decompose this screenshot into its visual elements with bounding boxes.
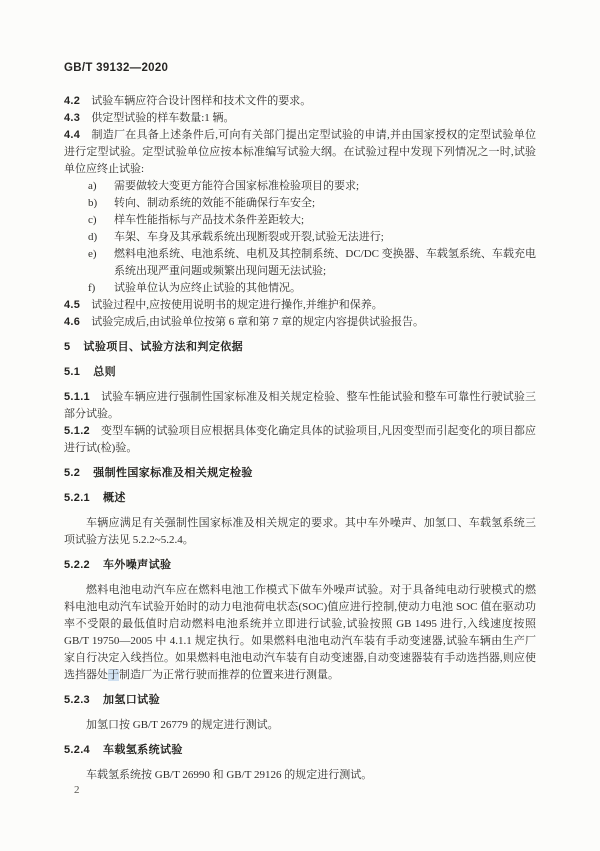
clause-4-6 <box>64 314 536 331</box>
list-item-text: 燃料电池系统、电池系统、电机及其控制系统、DC/DC 变换器、车载氢系统、车载充电系统出现严重问题或频繁出现问题无法试验; <box>114 248 536 277</box>
clause-number: 5.1.2 <box>64 425 90 437</box>
list-item-text: 试验单位认为应终止试验的其他情况。 <box>114 282 301 294</box>
clause-number: 4.4 <box>64 129 81 141</box>
clause-4-4 <box>64 127 536 178</box>
list-item-a <box>64 178 536 195</box>
list-item-label: e) <box>88 248 97 260</box>
heading-number: 5.2.1 <box>64 492 90 504</box>
clause-text: 试验车辆应符合设计图样和技术文件的要求。 <box>91 95 312 107</box>
list-item-text: 样车性能指标与产品技术条件差距较大; <box>114 214 305 226</box>
heading-title: 概述 <box>102 492 126 504</box>
clause-text: 供定型试验的样车数量:1 辆。 <box>91 112 235 124</box>
list-item-label: d) <box>88 231 98 243</box>
list-item-label: f) <box>88 282 96 294</box>
clause-4-5 <box>64 297 536 314</box>
heading-number: 5.2.2 <box>64 559 90 571</box>
clause-number: 4.5 <box>64 299 81 311</box>
list-item-text: 车架、车身及其承载系统出现断裂或开裂,试验无法进行; <box>114 231 384 243</box>
heading-title: 车外噪声试验 <box>102 559 172 571</box>
list-item-f <box>64 280 536 297</box>
section-5-2-4-heading <box>64 742 536 759</box>
heading-title: 总则 <box>93 366 117 378</box>
section-5-2-4-paragraph: 车载氢系统按 GB/T 26990 和 GB/T 29126 的规定进行测试。 <box>86 769 373 781</box>
section-5-2-1-heading <box>64 490 536 507</box>
clause-text: 制造厂在具备上述条件后,可向有关部门提出定型试验的申请,并由国家授权的定型试验单位进行定型试验。定型试验单位应按本标准编写试验大纲。在试验过程中发现下列情况之一时,试验单位应终止试验: <box>64 129 536 175</box>
heading-title: 试验项目、试验方法和判定依据 <box>83 341 244 353</box>
section-5-2-3-paragraph: 加氢口按 GB/T 26779 的规定进行测试。 <box>86 719 279 731</box>
list-item-c <box>64 212 536 229</box>
clause-5-1-2 <box>64 423 536 457</box>
clause-text: 试验过程中,应按使用说明书的规定进行操作,并维护和保养。 <box>91 299 383 311</box>
paragraph-text: 燃料电池电动汽车应在燃料电池工作模式下做车外噪声试验。对于具备纯电动行驶模式的燃料电池电动汽车试验开始时的动力电池荷电状态(SOC)值应进行控制,使动力电池 SOC 值在驱动功率不受限的最低值时启动燃料电池系统并立即进行试验,试验按照 GB 1495 进行,入线速度按照 GB/T 19750—2005 中 4.1.1 规定执行。如果燃料电池电动汽车装有手动变速器,试验车辆由生产厂家自行决定入线挡位。如果燃料电池电动汽车装有自动变速器,自动变速器装有手动选挡器,则应使选挡器处 <box>64 584 536 681</box>
clause-4-3 <box>64 110 536 127</box>
heading-number: 5.1 <box>64 366 81 378</box>
heading-title: 车载氢系统试验 <box>102 744 183 756</box>
heading-title: 加氢口试验 <box>102 694 160 706</box>
clause-number: 4.6 <box>64 316 81 328</box>
section-5-2-2-paragraph <box>64 582 536 684</box>
list-item-text: 转向、制动系统的效能不能确保行车安全; <box>114 197 316 209</box>
heading-title: 强制性国家标准及相关规定检验 <box>93 467 253 479</box>
heading-number: 5.2.3 <box>64 694 90 706</box>
section-5-2-2-heading <box>64 557 536 574</box>
clause-number: 4.2 <box>64 95 81 107</box>
list-item-label: a) <box>88 180 97 192</box>
standard-code-header: GB/T 39132—2020 <box>64 62 169 74</box>
list-item-e <box>64 246 536 280</box>
section-5-1-heading <box>64 364 536 381</box>
section-5-2-3-heading <box>64 692 536 709</box>
clause-number: 5.1.1 <box>64 391 90 403</box>
clause-5-1-1 <box>64 389 536 423</box>
page-number: 2 <box>74 784 80 796</box>
heading-number: 5.2.4 <box>64 744 90 756</box>
list-item-label: c) <box>88 214 97 226</box>
text-selection-highlight: 于 <box>108 669 119 681</box>
list-item-d <box>64 229 536 246</box>
clause-text: 试验完成后,由试验单位按第 6 章和第 7 章的规定内容提供试验报告。 <box>91 316 424 328</box>
paragraph-text: 制造厂为正常行驶而推荐的位置来进行测量。 <box>119 669 339 681</box>
section-5-2-heading <box>64 465 536 482</box>
clause-text: 试验车辆应进行强制性国家标准及相关规定检验、整车性能试验和整车可靠性行驶试验三部分试验。 <box>64 391 536 420</box>
heading-number: 5.2 <box>64 467 81 479</box>
section-5-2-1-paragraph: 车辆应满足有关强制性国家标准及相关规定的要求。其中车外噪声、加氢口、车载氢系统三项试验方法见 5.2.2~5.2.4。 <box>64 517 536 546</box>
clause-number: 4.3 <box>64 112 81 124</box>
heading-number: 5 <box>64 341 71 353</box>
termination-conditions-list <box>64 178 536 297</box>
list-item-text: 需要做较大变更方能符合国家标准检验项目的要求; <box>114 180 360 192</box>
clause-4-2 <box>64 93 536 110</box>
clause-text: 变型车辆的试验项目应根据具体变化确定具体的试验项目,凡因变型而引起变化的项目都应进行试(检)验。 <box>64 425 536 454</box>
list-item-b <box>64 195 536 212</box>
chapter-5-heading <box>64 339 536 356</box>
list-item-label: b) <box>88 197 98 209</box>
